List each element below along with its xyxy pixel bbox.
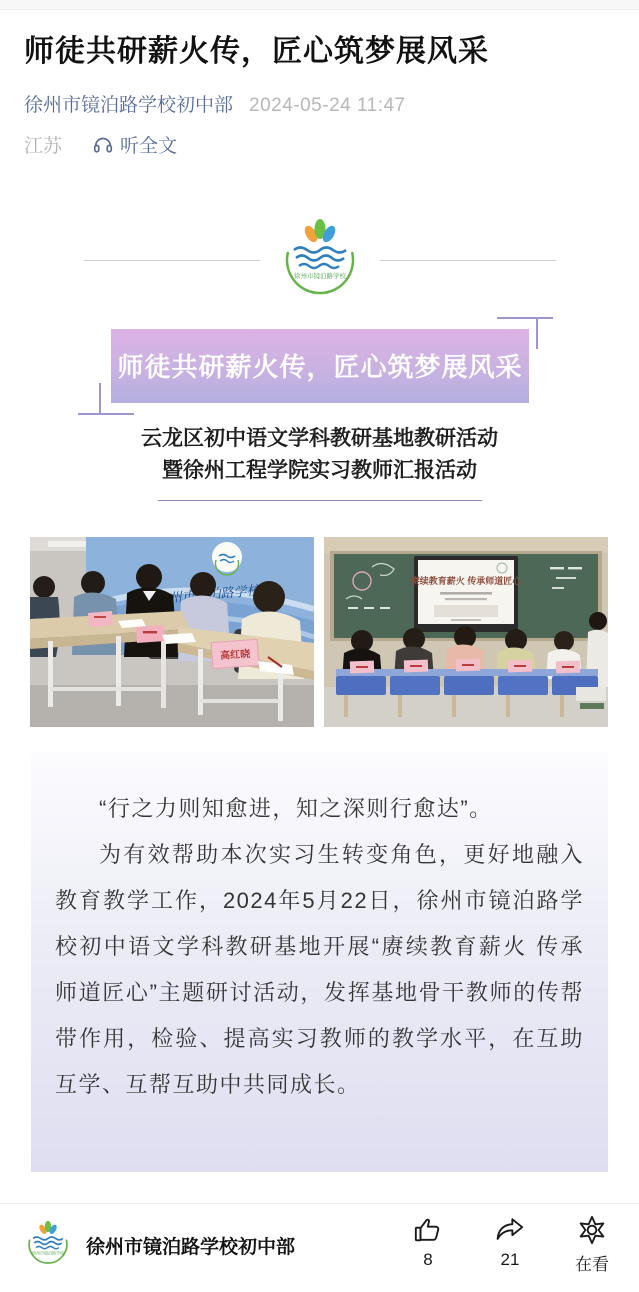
logo-row [0, 216, 639, 305]
hero-section [0, 216, 639, 501]
bracket-bottom-left-vertical [99, 383, 101, 415]
body-paragraph-1: “行之力则知愈进，知之深则行愈达”。 [99, 795, 493, 821]
top-status-strip [0, 0, 639, 10]
listen-full-text-button[interactable] [92, 131, 177, 158]
share-arrow-icon [495, 1215, 525, 1245]
subtitle-line-1: 云龙区初中语文学科教研基地教研活动 [141, 426, 498, 450]
subtitle-line-2: 暨徐州工程学院实习教师汇报活动 [162, 459, 477, 483]
footer-school-logo [24, 1219, 72, 1272]
headphone-icon [92, 133, 120, 155]
logo-left-line [84, 260, 260, 261]
banner-zone [0, 329, 639, 403]
photo-name-card: 高红晓 [219, 648, 251, 662]
right-photo[interactable] [324, 537, 608, 727]
like-button[interactable] [405, 1215, 451, 1270]
slide-title-text: 赓续教育薪火 传承师道匠心 [410, 575, 522, 586]
page-title: 师徒共研薪火传，匠心筑梦展风采 [24, 35, 489, 68]
article-meta-2 [0, 131, 639, 158]
bracket-top-right-vertical [536, 317, 538, 349]
wow-button[interactable] [569, 1215, 615, 1275]
thumbs-up-icon [413, 1215, 443, 1245]
body-paragraph-2: 为有效帮助本次实习生转变角色，更好地融入教育教学工作，2024年5月22日，徐州市镜泊路学校初中语文学科教研基地开展“赓续教育薪火 传承师道匠心”主题研讨活动，发挥基地骨干教师的传帮带作用，检验、提高实习教师的教学水平，在互助互学、互帮互助中共同成长。 [55, 841, 584, 1097]
wow-star-icon [577, 1215, 607, 1245]
photo-row [0, 537, 639, 727]
bracket-top-right-horizontal [497, 317, 553, 319]
footer-account-name: 徐州市镜泊路学校初中部 [86, 1236, 296, 1258]
like-count: 8 [423, 1250, 433, 1269]
footer-actions [405, 1215, 615, 1275]
banner-title: 师徒共研薪火传，匠心筑梦展风采 [117, 352, 523, 382]
share-count: 21 [500, 1250, 520, 1269]
bracket-bottom-left-horizontal [78, 413, 134, 415]
publish-time: 2024-05-24 11:47 [249, 94, 406, 116]
logo-right-line [380, 260, 556, 261]
logo-text: 徐州市镜泊路学校 [293, 272, 346, 280]
location-label: 江苏 [24, 135, 63, 157]
subtitle-divider [158, 500, 482, 501]
share-button[interactable] [487, 1215, 533, 1270]
footer-account-link[interactable] [24, 1219, 295, 1272]
article-meta [0, 90, 639, 117]
footer-bar [0, 1203, 639, 1292]
listen-label: 听全文 [120, 135, 178, 157]
title-banner [111, 329, 529, 403]
account-link[interactable]: 徐州市镜泊路学校初中部 [24, 94, 234, 116]
event-subtitle [0, 423, 639, 488]
school-logo [278, 216, 362, 305]
svg-text:徐州市镜泊路学校: 徐州市镜泊路学校 [32, 1249, 64, 1255]
left-photo[interactable] [30, 537, 314, 727]
article-body-panel [31, 752, 608, 1172]
wow-label: 在看 [575, 1255, 609, 1274]
